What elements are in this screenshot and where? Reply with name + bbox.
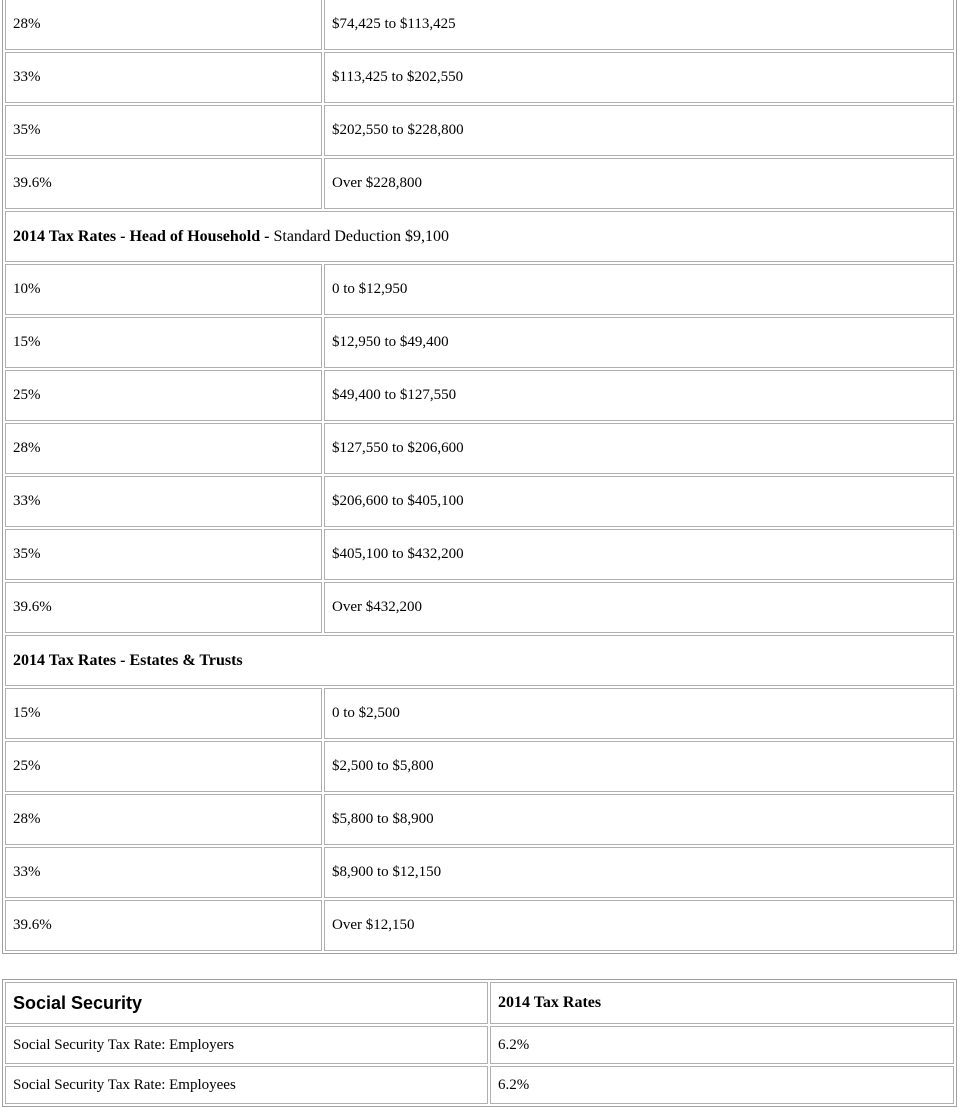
income-range-cell: $49,400 to $127,550	[324, 370, 954, 421]
tax-rate-cell: 28%	[5, 423, 322, 474]
income-range-cell: $2,500 to $5,800	[324, 741, 954, 792]
section-title	[5, 211, 954, 262]
table-row	[5, 847, 954, 898]
table-row	[5, 476, 954, 527]
tax-rate-cell: 15%	[5, 317, 322, 368]
table-row	[5, 370, 954, 421]
table-row	[5, 105, 954, 156]
table-row	[5, 688, 954, 739]
tax-rate-cell: 28%	[5, 0, 322, 50]
table-row	[5, 741, 954, 792]
table-row	[5, 423, 954, 474]
social-security-header-row	[5, 982, 954, 1024]
tax-rate-cell: 33%	[5, 847, 322, 898]
income-range-cell: Over $12,150	[324, 900, 954, 951]
income-range-cell: 0 to $2,500	[324, 688, 954, 739]
tax-rate-cell: 10%	[5, 264, 322, 315]
income-range-cell: $206,600 to $405,100	[324, 476, 954, 527]
income-range-cell: $113,425 to $202,550	[324, 52, 954, 103]
income-range-cell: $8,900 to $12,150	[324, 847, 954, 898]
income-range-cell: $405,100 to $432,200	[324, 529, 954, 580]
table-row	[5, 264, 954, 315]
tax-rate-cell: 39.6%	[5, 900, 322, 951]
tax-label-cell: Social Security Tax Rate: Employers	[5, 1026, 488, 1064]
table-row	[5, 1066, 954, 1104]
income-range-cell: $74,425 to $113,425	[324, 0, 954, 50]
section-title	[5, 635, 954, 686]
tax-rate-cell: 15%	[5, 688, 322, 739]
section-header-estates-trusts	[5, 635, 954, 686]
section-title-deduction: Standard Deduction $9,100	[269, 227, 449, 245]
tax-rate-cell: 39.6%	[5, 158, 322, 209]
tax-rate-cell: 35%	[5, 529, 322, 580]
section-title-bold: 2014 Tax Rates - Head of Household -	[13, 227, 270, 245]
tax-rate-cell: 35%	[5, 105, 322, 156]
tax-rate-cell: 33%	[5, 476, 322, 527]
tax-rate-cell: 39.6%	[5, 582, 322, 633]
section-header-head-of-household	[5, 211, 954, 262]
income-range-cell: 0 to $12,950	[324, 264, 954, 315]
tax-rate-cell: 28%	[5, 794, 322, 845]
tax-rate-cell: 25%	[5, 370, 322, 421]
table-row	[5, 900, 954, 951]
tax-value-cell: 6.2%	[490, 1026, 954, 1064]
income-range-cell: $12,950 to $49,400	[324, 317, 954, 368]
table-row	[5, 52, 954, 103]
income-range-cell: $127,550 to $206,600	[324, 423, 954, 474]
tax-year-heading: 2014 Tax Rates	[490, 982, 954, 1024]
social-security-heading: Social Security	[5, 982, 488, 1024]
tax-rate-cell: 25%	[5, 741, 322, 792]
table-row	[5, 794, 954, 845]
table-row	[5, 0, 954, 50]
tax-value-cell: 6.2%	[490, 1066, 954, 1104]
table-row	[5, 317, 954, 368]
social-security-table	[2, 979, 957, 1107]
table-row	[5, 529, 954, 580]
income-range-cell: $5,800 to $8,900	[324, 794, 954, 845]
tax-rates-table	[2, 0, 957, 954]
income-range-cell: Over $228,800	[324, 158, 954, 209]
income-range-cell: $202,550 to $228,800	[324, 105, 954, 156]
tax-label-cell: Social Security Tax Rate: Employees	[5, 1066, 488, 1104]
table-row	[5, 1026, 954, 1064]
section-title-bold: 2014 Tax Rates - Estates & Trusts	[13, 651, 243, 669]
table-row	[5, 158, 954, 209]
table-row	[5, 582, 954, 633]
tax-rate-cell: 33%	[5, 52, 322, 103]
income-range-cell: Over $432,200	[324, 582, 954, 633]
